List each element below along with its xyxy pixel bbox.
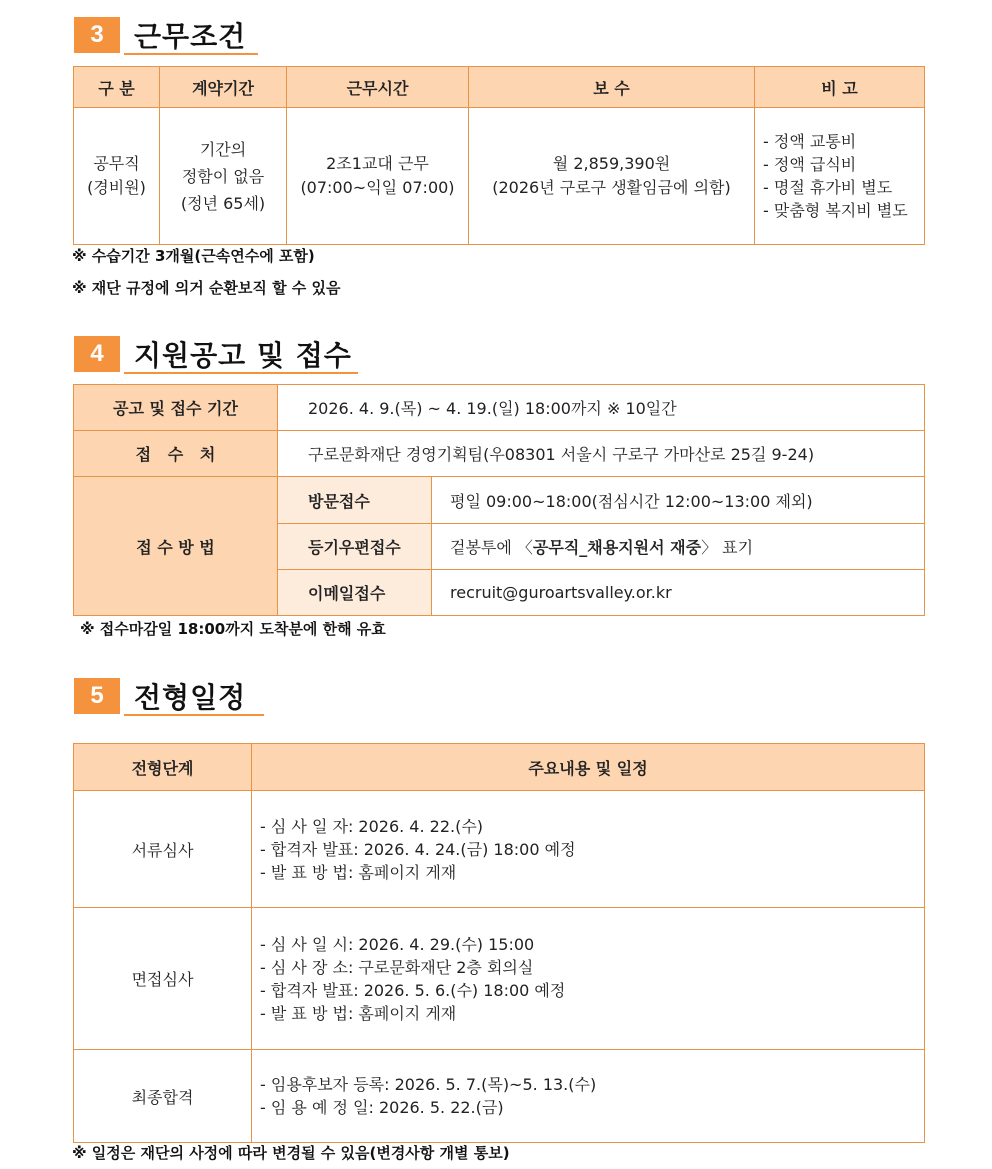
section-5-underline xyxy=(124,714,264,716)
period-line: 정함이 없음 xyxy=(181,166,265,186)
stage-final: 최종합격 xyxy=(74,1050,252,1143)
section-5-title: 전형일정 xyxy=(134,681,247,714)
schedule-item: - 임용후보자 등록: 2026. 5. 7.(목)~5. 13.(수) xyxy=(260,1075,597,1094)
section-4-underline xyxy=(124,372,358,374)
section-3-underline xyxy=(124,53,258,55)
stage-interview-items xyxy=(252,908,925,1050)
period-label: 공고 및 접수 기간 xyxy=(74,385,278,431)
method-label: 접 수 방 법 xyxy=(74,477,278,616)
pay-line: 월 2,859,390원 xyxy=(552,154,671,173)
place-value: 구로문화재단 경영기획팀(우08301 서울시 구로구 가마산로 25길 9-24) xyxy=(278,431,925,477)
work-conditions-table xyxy=(73,66,925,245)
method-email-label: 이메일접수 xyxy=(278,570,432,616)
schedule-item: - 합격자 발표: 2026. 4. 24.(금) 18:00 예정 xyxy=(260,839,576,859)
col-header-period: 계약기간 xyxy=(160,67,287,108)
schedule-item: - 심 사 장 소: 구로문화재단 2층 회의실 xyxy=(260,957,534,977)
mail-value-pre: 겉봉투에 〈 xyxy=(450,538,533,557)
schedule-item: - 임 용 예 정 일: 2026. 5. 22.(금) xyxy=(260,1098,504,1117)
col-header-schedule: 주요내용 및 일정 xyxy=(252,744,925,791)
schedule-item: - 발 표 방 법: 홈페이지 게재 xyxy=(260,1003,457,1023)
place-label: 접 수 처 xyxy=(74,431,278,477)
section-5-number: 5 xyxy=(74,678,120,714)
cell-notes xyxy=(755,108,925,245)
cell-pay xyxy=(469,108,755,245)
schedule-table xyxy=(73,743,925,1143)
section-3-title: 근무조건 xyxy=(134,20,247,53)
cell-period xyxy=(160,108,287,245)
cell-type xyxy=(74,108,160,245)
col-header-type: 구 분 xyxy=(74,67,160,108)
note-line: - 맞춤형 복지비 별도 xyxy=(763,201,908,220)
section-3-number: 3 xyxy=(74,17,120,53)
schedule-item: - 심 사 일 시: 2026. 4. 29.(수) 15:00 xyxy=(260,934,535,954)
section-4-number: 4 xyxy=(74,336,120,372)
hours-line: 2조1교대 근무 xyxy=(326,154,429,173)
hours-line: (07:00~익일 07:00) xyxy=(300,178,455,197)
type-line: (경비원) xyxy=(87,178,146,197)
schedule-item: - 심 사 일 자: 2026. 4. 22.(수) xyxy=(260,816,484,836)
s3-note-probation: ※ 수습기간 3개월(근속연수에 포함) xyxy=(72,247,315,265)
s5-note-schedule: ※ 일정은 재단의 사정에 따라 변경될 수 있음(변경사항 개별 통보) xyxy=(72,1144,510,1162)
method-visit-label: 방문접수 xyxy=(278,477,432,524)
schedule-item: - 발 표 방 법: 홈페이지 게재 xyxy=(260,862,457,882)
method-email-value: recruit@guroartsvalley.or.kr xyxy=(432,570,925,616)
section-4-title: 지원공고 및 접수 xyxy=(134,339,352,372)
method-mail-label: 등기우편접수 xyxy=(278,524,432,570)
period-line: 기간의 xyxy=(199,139,247,159)
method-visit-value: 평일 09:00~18:00(점심시간 12:00~13:00 제외) xyxy=(432,477,925,524)
period-line: (정년 65세) xyxy=(180,193,266,213)
stage-interview: 면접심사 xyxy=(74,908,252,1050)
method-mail-value xyxy=(432,524,925,570)
stage-document: 서류심사 xyxy=(74,791,252,908)
s4-note-deadline: ※ 접수마감일 18:00까지 도착분에 한해 유효 xyxy=(80,620,386,638)
col-header-stage: 전형단계 xyxy=(74,744,252,791)
col-header-pay: 보 수 xyxy=(469,67,755,108)
col-header-notes: 비 고 xyxy=(755,67,925,108)
mail-value-bold: 공무직_채용지원서 재중 xyxy=(532,538,702,557)
mail-value-post: 〉 표기 xyxy=(701,538,754,557)
stage-final-items xyxy=(252,1050,925,1143)
period-value: 2026. 4. 9.(목) ~ 4. 19.(일) 18:00까지 ※ 10일간 xyxy=(278,385,925,431)
application-table xyxy=(73,384,925,616)
note-line: - 정액 급식비 xyxy=(763,155,857,174)
stage-document-items xyxy=(252,791,925,908)
cell-hours xyxy=(287,108,469,245)
s3-note-rotation: ※ 재단 규정에 의거 순환보직 할 수 있음 xyxy=(72,279,341,297)
note-line: - 명절 휴가비 별도 xyxy=(763,178,893,197)
schedule-item: - 합격자 발표: 2026. 5. 6.(수) 18:00 예정 xyxy=(260,980,566,1000)
col-header-hours: 근무시간 xyxy=(287,67,469,108)
pay-line: (2026년 구로구 생활임금에 의함) xyxy=(492,178,731,197)
type-line: 공무직 xyxy=(93,154,140,173)
note-line: - 정액 교통비 xyxy=(763,132,857,151)
